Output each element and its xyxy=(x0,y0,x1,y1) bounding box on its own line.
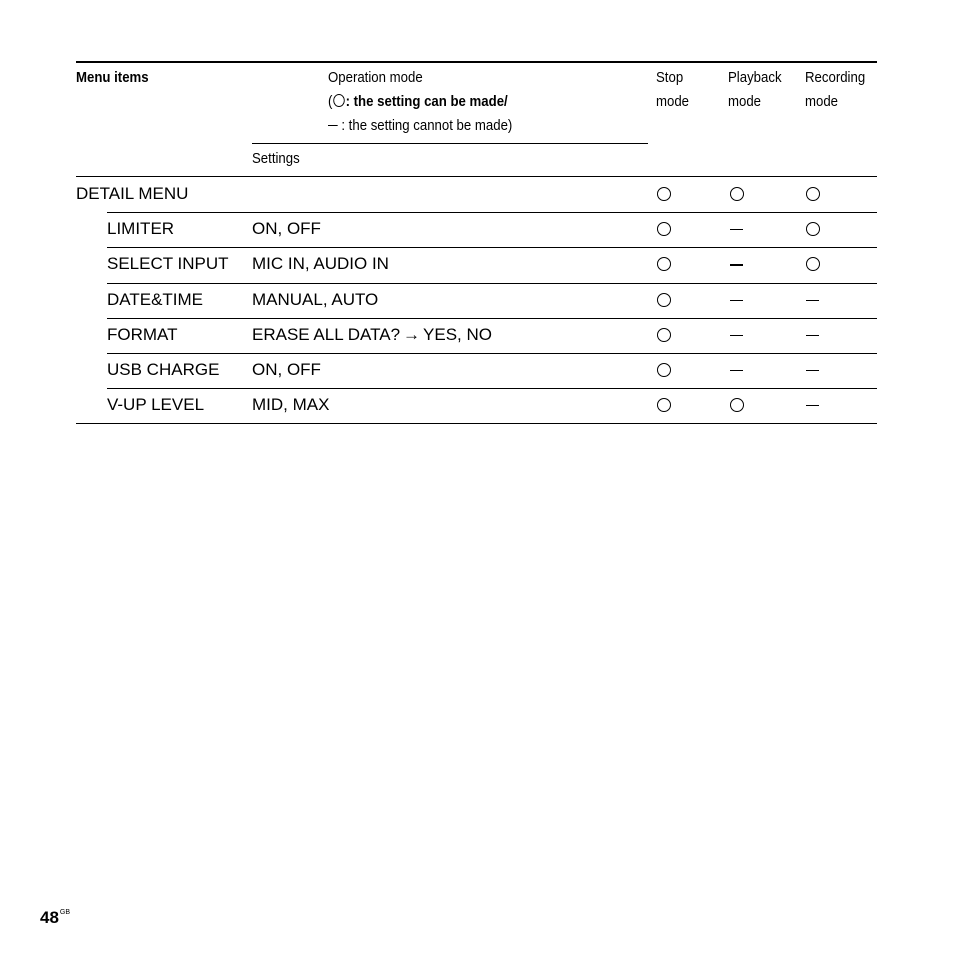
menu-item-label: USB CHARGE xyxy=(107,360,220,379)
playback-mode-availability xyxy=(729,185,745,205)
stop-mode-availability xyxy=(656,326,672,346)
menu-items-heading: Menu items xyxy=(76,69,149,86)
setting-values: ON, OFF xyxy=(252,219,321,239)
region-code: GB xyxy=(59,909,71,916)
menu-item-label: V-UP LEVEL xyxy=(107,395,205,415)
setting-values: MANUAL, AUTO xyxy=(252,289,379,309)
recording-mode-availability xyxy=(805,291,821,311)
operation-mode-heading xyxy=(328,66,512,138)
dash-icon xyxy=(730,264,743,265)
row-rule xyxy=(107,388,877,389)
recording-mode-availability xyxy=(805,185,821,205)
menu-item-label: LIMITER xyxy=(107,219,175,239)
settings-divider-rule xyxy=(252,143,648,144)
row-rule xyxy=(107,212,877,213)
page-number: $48^{GB}$ xyxy=(40,908,71,927)
row-rule xyxy=(107,283,877,284)
playback-mode-availability xyxy=(729,291,745,311)
recording-mode-availability xyxy=(805,326,821,346)
row-rule xyxy=(107,318,877,319)
menu-item-label: DETAIL MENU xyxy=(76,184,189,203)
table-top-rule xyxy=(76,61,877,63)
legend-cannot-be-made: : the setting cannot be made) xyxy=(328,114,512,138)
dash-icon xyxy=(730,370,743,371)
circle-icon xyxy=(806,187,820,201)
playback-mode-availability xyxy=(729,255,745,275)
row-rule xyxy=(107,353,877,354)
setting-values: ON, OFF xyxy=(252,360,321,379)
row-rule xyxy=(76,423,877,424)
dash-icon xyxy=(806,370,819,371)
legend-can-be-made: ( : the setting can be made/ xyxy=(328,93,508,110)
stop-mode-heading: Stop mode xyxy=(656,69,690,110)
dash-icon xyxy=(730,229,743,230)
stop-mode-availability xyxy=(656,291,672,311)
stop-mode-availability xyxy=(656,361,672,381)
stop-mode-availability xyxy=(656,255,672,275)
circle-icon xyxy=(657,398,671,412)
circle-icon xyxy=(806,257,820,271)
circle-icon xyxy=(657,187,671,201)
dash-icon xyxy=(806,405,819,406)
row-rule xyxy=(107,247,877,248)
setting-values: MID, MAX xyxy=(252,395,330,415)
circle-icon xyxy=(806,222,820,236)
dash-icon xyxy=(806,300,819,301)
circle-icon xyxy=(333,94,344,107)
playback-mode-heading: Playback mode xyxy=(728,69,782,110)
arrow-right-icon: → xyxy=(403,324,421,344)
setting-values: MIC IN, AUDIO IN xyxy=(252,254,389,274)
playback-mode-availability xyxy=(729,220,745,240)
playback-mode-availability xyxy=(729,361,745,381)
setting-values: ERASE ALL DATA? → YES, NO xyxy=(252,324,492,344)
circle-icon xyxy=(657,293,671,307)
recording-mode-heading: Recording mode xyxy=(805,69,866,110)
circle-icon xyxy=(657,222,671,236)
recording-mode-availability xyxy=(805,396,821,416)
dash-icon xyxy=(730,335,743,336)
menu-item-label: DATE&TIME xyxy=(107,289,204,309)
recording-mode-availability xyxy=(805,361,821,381)
menu-item-label: FORMAT xyxy=(107,324,178,344)
stop-mode-availability xyxy=(656,185,672,205)
menu-item-label: SELECT INPUT xyxy=(107,254,229,274)
recording-mode-availability xyxy=(805,220,821,240)
dash-icon xyxy=(328,125,338,126)
recording-mode-availability xyxy=(805,255,821,275)
circle-icon xyxy=(657,363,671,377)
playback-mode-availability xyxy=(729,326,745,346)
stop-mode-availability xyxy=(656,220,672,240)
circle-icon xyxy=(730,398,744,412)
dash-icon xyxy=(806,335,819,336)
header-bottom-rule xyxy=(76,176,877,177)
circle-icon xyxy=(657,328,671,342)
playback-mode-availability xyxy=(729,396,745,416)
circle-icon xyxy=(730,187,744,201)
operation-mode-label: Operation mode xyxy=(328,69,423,86)
stop-mode-availability xyxy=(656,396,672,416)
settings-heading: Settings xyxy=(252,150,300,167)
circle-icon xyxy=(657,257,671,271)
dash-icon xyxy=(730,300,743,301)
